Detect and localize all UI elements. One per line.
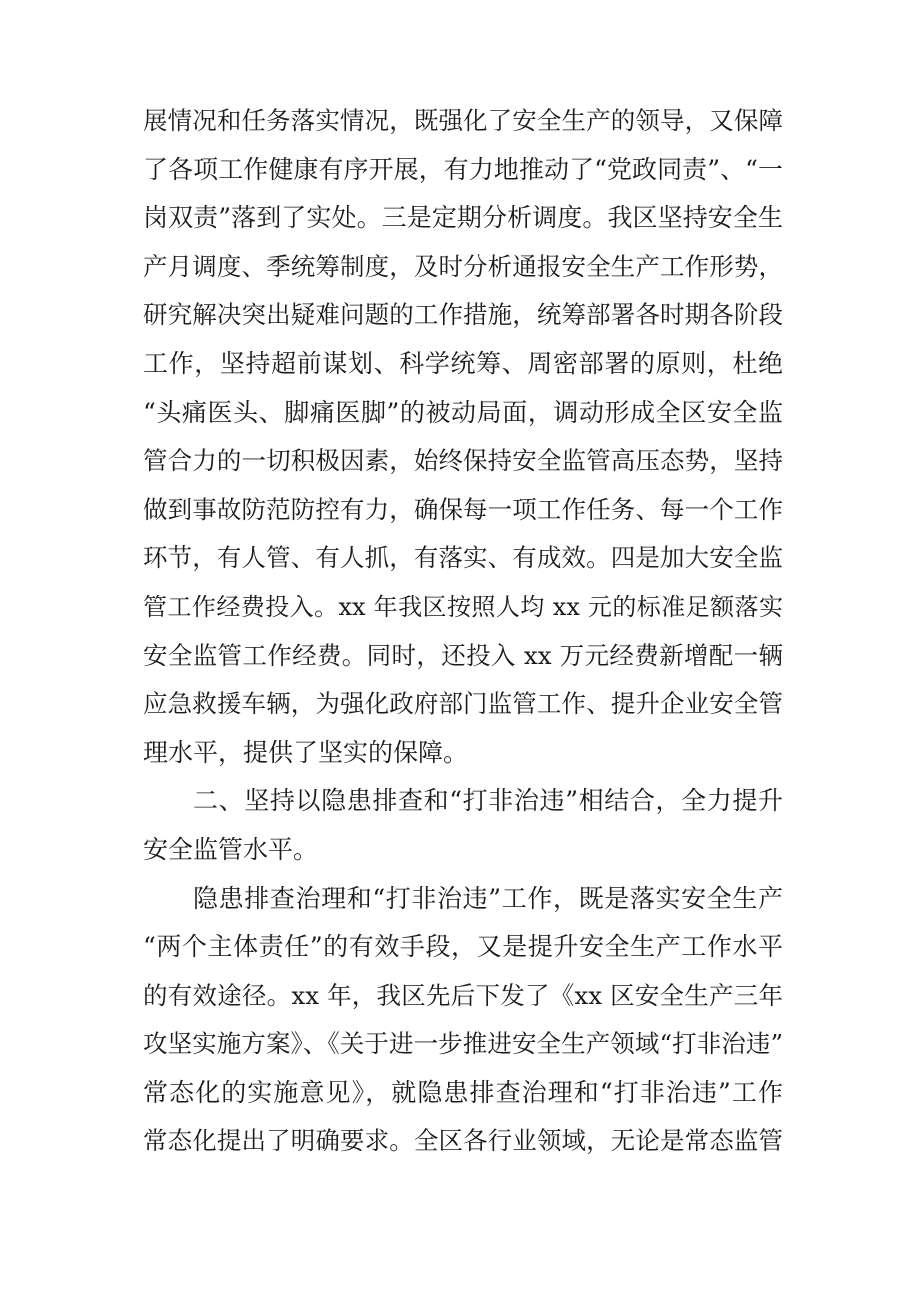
text-line: 常态化提出了明确要求。全区各行业领域，无论是常态监管 (143, 1126, 783, 1156)
text-line: 展情况和任务落实情况，既强化了安全生产的领导，又保障 (143, 106, 783, 135)
text-line: 工作，坚持超前谋划、科学统筹、周密部署的原则，杜绝 (143, 348, 783, 378)
text-line: 常态化的实施意见》，就隐患排查治理和“打非治违”工作 (143, 1077, 783, 1107)
text-line: “头痛医头、脚痛医脚”的被动局面，调动形成全区安全监 (143, 397, 783, 427)
text-line: 了各项工作健康有序开展，有力地推动了“党政同责”、“一 (143, 154, 783, 184)
text-line: 隐患排查治理和“打非治违”工作，既是落实安全生产 (193, 883, 783, 913)
text-line: “两个主体责任”的有效手段，又是提升安全生产工作水平 (143, 932, 783, 962)
text-line: 产月调度、季统筹制度，及时分析通报安全生产工作形势， (143, 251, 783, 281)
section-heading: 安全监管水平。 (143, 834, 319, 864)
document-body (143, 97, 783, 1166)
text-line: 岗双责”落到了实处。三是定期分析调度。我区坚持安全生 (143, 203, 783, 233)
text-line: 攻坚实施方案》、《关于进一步推进安全生产领域“打非治违” (143, 1029, 783, 1059)
text-line: 应急救援车辆，为强化政府部门监管工作、提升企业安全管 (143, 689, 783, 719)
text-line: 环节，有人管、有人抓，有落实、有成效。四是加大安全监 (143, 543, 783, 573)
text-line: 做到事故防范防控有力，确保每一项工作任务、每一个工作 (143, 494, 783, 524)
text-line: 的有效途径。xx 年，我区先后下发了《xx 区安全生产三年 (143, 980, 783, 1010)
text-line: 理水平，提供了坚实的保障。 (143, 737, 469, 767)
text-line: 管工作经费投入。xx 年我区按照人均 xx 元的标准足额落实 (143, 592, 783, 621)
section-heading: 二、坚持以隐患排查和“打非治违”相结合，全力提升 (193, 786, 783, 816)
text-line: 研究解决突出疑难问题的工作措施，统筹部署各时期各阶段 (143, 300, 783, 330)
text-line: 管合力的一切积极因素，始终保持安全监管高压态势，坚持 (143, 446, 783, 476)
text-line: 安全监管工作经费。同时，还投入 xx 万元经费新增配一辆 (143, 640, 783, 670)
